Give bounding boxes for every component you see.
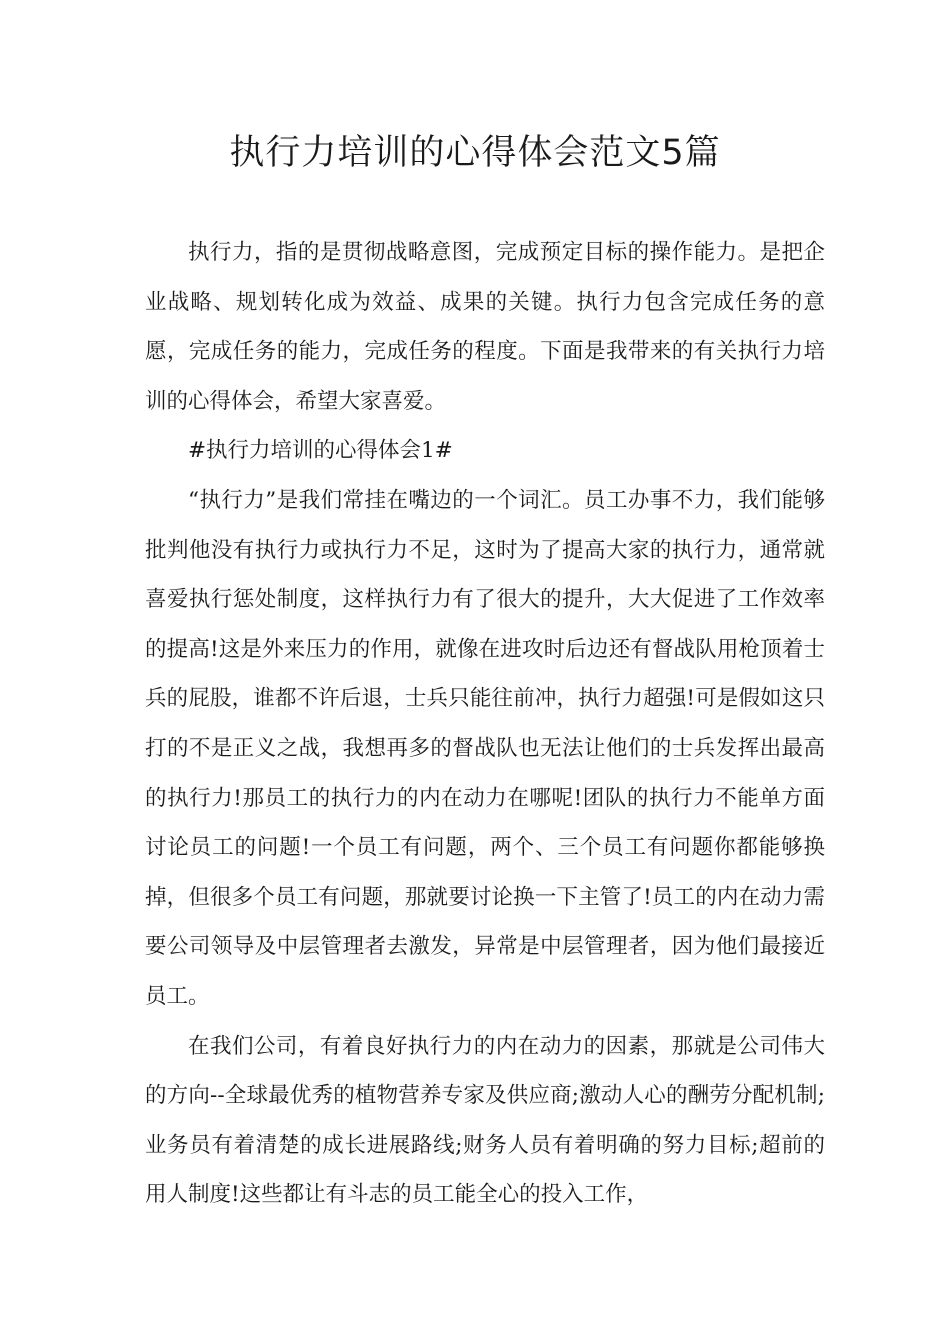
intro-paragraph: 执行力，指的是贯彻战略意图，完成预定目标的操作能力。是把企业战略、规划转化成为效益、成果的关键。执行力包含完成任务的意愿，完成任务的能力，完成任务的程度。下面是我带来的有关执行力培训的心得体会，希望大家喜爱。: [145, 240, 825, 414]
body-paragraph-1: “执行力”是我们常挂在嘴边的一个词汇。员工办事不力，我们能够批判他没有执行力或执行力不足，这时为了提高大家的执行力，通常就喜爱执行惩处制度，这样执行力有了很大的提升，大大促进了工作效率的提高!这是外来压力的作用，就像在进攻时后边还有督战队用枪顶着士兵的屁股，谁都不许后退，士兵只能往前冲，执行力超强!可是假如这只打的不是正义之战，我想再多的督战队也无法让他们的士兵发挥出最高的执行力!那员工的执行力的内在动力在哪呢!团队的执行力不能单方面讨论员工的问题!一个员工有问题，两个、三个员工有问题你都能够换掉，但很多个员工有问题，那就要讨论换一下主管了!员工的内在动力需要公司领导及中层管理者去激发，异常是中层管理者，因为他们最接近员工。: [145, 487, 825, 1009]
document-body: [145, 228, 825, 1220]
section-heading-1: #执行力培训的心得体会1#: [188, 438, 453, 464]
document-title: 执行力培训的心得体会范文5篇: [229, 133, 721, 173]
body-paragraph-2: 在我们公司，有着良好执行力的内在动力的因素，那就是公司伟大的方向--全球最优秀的植物营养专家及供应商;激动人心的酬劳分配机制;业务员有着清楚的成长进展路线;财务人员有着明确的努力目标;超前的用人制度!这些都让有斗志的员工能全心的投入工作，: [145, 1033, 825, 1208]
